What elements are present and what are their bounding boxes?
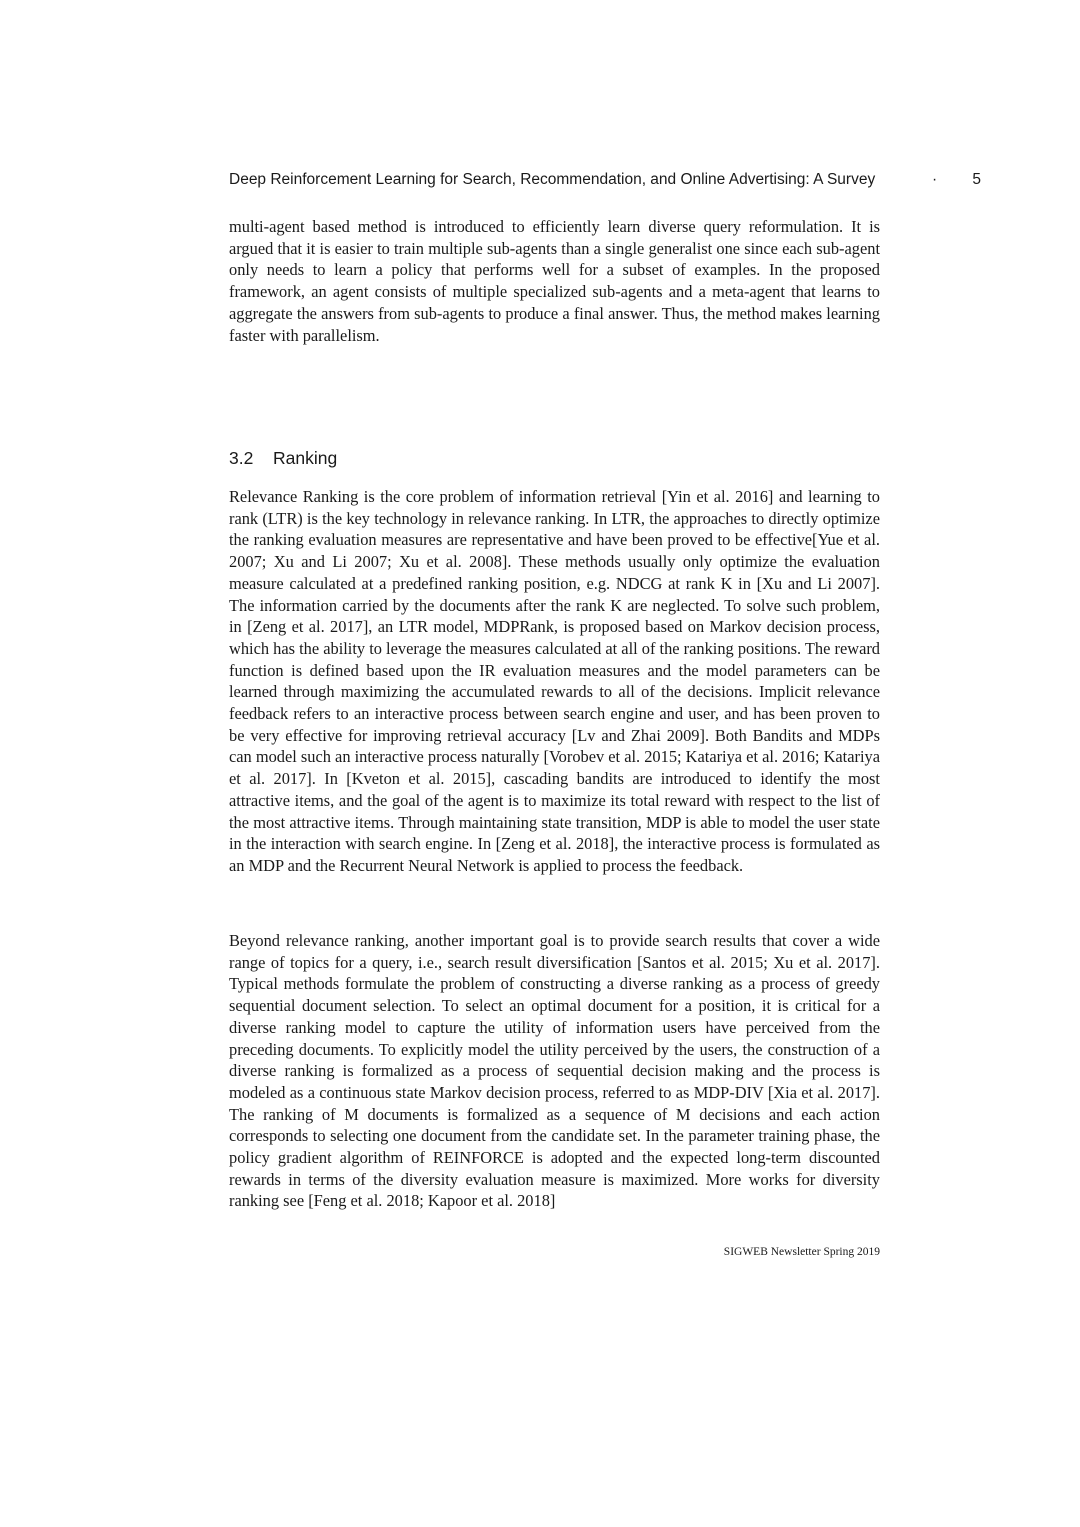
running-head [229,169,981,191]
section-title: Ranking [273,448,338,468]
running-head-separator: · [932,171,938,188]
running-head-title: Deep Reinforcement Learning for Search, Recommendation, and Online Advertising: A Survey [229,171,876,188]
page-number: 5 [972,171,981,188]
section-number: 3.2 [229,448,254,468]
footer-venue: SIGWEB Newsletter Spring 2019 [723,1246,880,1258]
ranking-paragraph-2: Beyond relevance ranking, another important goal is to provide search results that cover a wide range of topics for a query, i.e., search result diversification [Santos et al. 2015; Xu et al. 2017]. Typical methods formulate the problem of constructing a diverse ranking as a process of greedy sequential document selection. To select an optimal document for a position, it is critical for a diverse ranking model to capture the utility of information users have perceived from the preceding documents. To explicitly model the utility perceived by the users, the construction of a diverse ranking is formalized as a process of sequential decision making and the process is modeled as a continuous state Markov decision process, referred to as MDP-DIV [Xia et al. 2017]. The ranking of M documents is formalized as a sequence of M decisions and each action corresponds to selecting one document from the candidate set. In the parameter training phase, the policy gradient algorithm of REINFORCE is adopted and the expected long-term discounted rewards in terms of the diversity evaluation measure is maximized. More works for diversity ranking see [Feng et al. 2018; Kapoor et al. 2018] [229,931,880,1211]
intro-paragraph: multi-agent based method is introduced to efficiently learn diverse query reformulation. It is argued that it is easier to train multiple sub-agents than a single generalist one since each sub-agent only needs to learn a policy that performs well for a subset of examples. In the proposed framework, an agent consists of multiple specialized sub-agents and a meta-agent that learns to aggregate the answers from sub-agents to produce a final answer. Thus, the method makes learning faster with parallelism. [229,217,880,345]
ranking-paragraph-1: Relevance Ranking is the core problem of information retrieval [Yin et al. 2016] and learning to rank (LTR) is the key technology in relevance ranking. In LTR, the approaches to directly optimize the ranking evaluation measures are representative and have been proved to be effective[Yue et al. 2007; Xu and Li 2007; Xu et al. 2008]. These methods usually only optimize the evaluation measure calculated at a predefined ranking position, e.g. NDCG at rank K in [Xu and Li 2007]. The information carried by the documents after the rank K are neglected. To solve such problem, in [Zeng et al. 2017], an LTR model, MDPRank, is proposed based on Markov decision process, which has the ability to leverage the measures calculated at all of the ranking positions. The reward function is defined based upon the IR evaluation measures and the model parameters can be learned through maximizing the accumulated rewards to all of the decisions. Implicit relevance feedback refers to an interactive process between search engine and user, and has been proven to be very effective for improving retrieval accuracy [Lv and Zhai 2009]. Both Bandits and MDPs can model such an interactive process naturally [Vorobev et al. 2015; Katariya et al. 2016; Katariya et al. 2017]. In [Kveton et al. 2015], cascading bandits are introduced to identify the most attractive items, and the goal of the agent is to maximize its total reward with respect to the list of the most attractive items. Through maintaining state transition, MDP is able to model the user state in the interaction with search engine. In [Zeng et al. 2018], the interactive process is formulated as an MDP and the Recurrent Neural Network is applied to process the feedback. [229,487,880,875]
section-heading [229,446,337,470]
